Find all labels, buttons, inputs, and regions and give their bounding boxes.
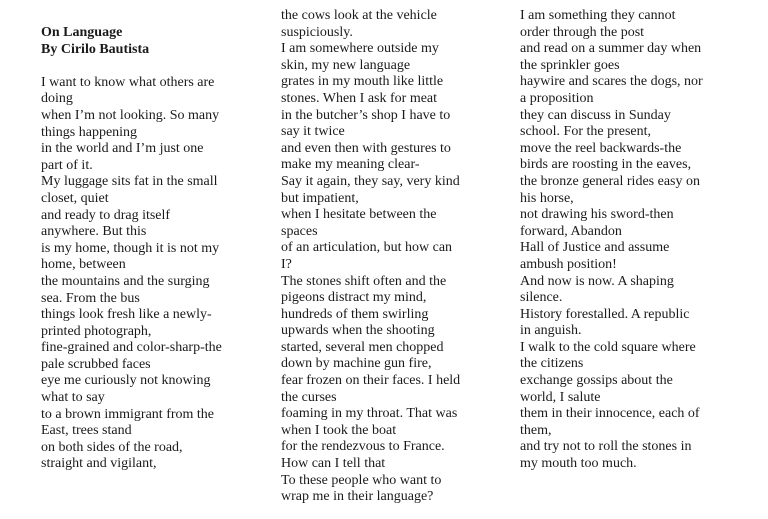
poem-column-1 bbox=[41, 25, 261, 473]
poem-line: foaming in my throat. That was bbox=[281, 406, 458, 422]
poem-line: say it twice bbox=[281, 124, 345, 140]
poem-line: pale scrubbed faces bbox=[41, 356, 151, 372]
poem-line: the citizens bbox=[520, 356, 584, 372]
poem-line: eye me curiously not knowing bbox=[41, 373, 211, 389]
poem-line: History forestalled. A republic bbox=[520, 306, 690, 322]
poem-line: the mountains and the surging bbox=[41, 273, 210, 289]
poem-line: and read on a summer day when bbox=[520, 41, 702, 57]
poem-line: fear frozen on their faces. I held bbox=[281, 373, 461, 389]
poem-line: I am something they cannot bbox=[520, 8, 676, 23]
poem-line: but impatient, bbox=[281, 190, 359, 206]
poem-line: How can I tell that bbox=[281, 456, 386, 472]
poem-line: the curses bbox=[281, 389, 337, 405]
poem-line: order through the post bbox=[520, 24, 645, 40]
column-3-lines bbox=[520, 8, 750, 473]
poem-line: suspiciously. bbox=[281, 24, 353, 40]
poem-line: closet, quiet bbox=[41, 190, 109, 206]
poem-line: make my meaning clear- bbox=[281, 157, 420, 173]
poem-line: spaces bbox=[281, 223, 318, 239]
poem-line: haywire and scares the dogs, nor bbox=[520, 74, 703, 90]
poem-line: stones. When I ask for meat bbox=[281, 90, 438, 106]
poem-line: and even then with gestures to bbox=[281, 140, 451, 156]
poem-line: straight and vigilant, bbox=[41, 456, 157, 472]
poem-line: not drawing his sword-then bbox=[520, 207, 674, 223]
poem-line: in the world and I’m just one bbox=[41, 141, 204, 157]
poem-line: in the butcher’s shop I have to bbox=[281, 107, 451, 123]
poem-line: I? bbox=[281, 256, 292, 272]
poem-line: move the reel backwards-the bbox=[520, 140, 682, 156]
poem-line: The stones shift often and the bbox=[281, 273, 447, 289]
poem-line: pigeons distract my mind, bbox=[281, 290, 427, 306]
poem-line: of an articulation, but how can bbox=[281, 240, 453, 256]
poem-line: when I hesitate between the bbox=[281, 207, 437, 223]
poem-line: things happening bbox=[41, 124, 138, 140]
poem-line: Say it again, they say, very kind bbox=[281, 173, 460, 189]
poem-line: the bronze general rides easy on bbox=[520, 173, 700, 189]
poem-line: upwards when the shooting bbox=[281, 323, 435, 339]
poem-line: To these people who want to bbox=[281, 472, 442, 488]
poem-line: the sprinkler goes bbox=[520, 57, 620, 73]
poem-line: part of it. bbox=[41, 157, 93, 173]
poem-line: when I took the boat bbox=[281, 422, 397, 438]
poem-column-2 bbox=[281, 8, 511, 506]
poem-line: printed photograph, bbox=[41, 323, 152, 339]
poem-line: anywhere. But this bbox=[41, 224, 147, 240]
poem-line: I walk to the cold square where bbox=[520, 339, 696, 355]
poem-title: On Language bbox=[41, 25, 123, 40]
poem-line: for the rendezvous to France. bbox=[281, 439, 445, 455]
poem-line: the cows look at the vehicle bbox=[281, 8, 437, 23]
poem-line: I want to know what others are bbox=[41, 74, 215, 90]
poem-line: hundreds of them swirling bbox=[281, 306, 429, 322]
poem-line: skin, my new language bbox=[281, 57, 411, 73]
poem-line: sea. From the bus bbox=[41, 290, 140, 306]
poem-line: and ready to drag itself bbox=[41, 207, 171, 223]
poem-column-3 bbox=[520, 8, 750, 473]
poem-line: them, bbox=[520, 422, 552, 438]
poem-line: them in their innocence, each of bbox=[520, 406, 700, 422]
stanza-gap bbox=[41, 58, 261, 75]
poem-line: home, between bbox=[41, 257, 126, 273]
poem-line: Hall of Justice and assume bbox=[520, 240, 670, 256]
poem-line: and try not to roll the stones in bbox=[520, 439, 692, 455]
column-2-lines bbox=[281, 8, 511, 506]
column-1-lines bbox=[41, 75, 261, 473]
poem-line: doing bbox=[41, 91, 73, 107]
poem-line: things look fresh like a newly- bbox=[41, 307, 212, 323]
poem-line: exchange gossips about the bbox=[520, 373, 673, 389]
poem-line: his horse, bbox=[520, 190, 574, 206]
poem-line: to a brown immigrant from the bbox=[41, 406, 215, 422]
poem-line: they can discuss in Sunday bbox=[520, 107, 671, 123]
poem-line: fine-grained and color-sharp-the bbox=[41, 340, 222, 356]
poem-line: in anguish. bbox=[520, 323, 582, 339]
poem-line: forward, Abandon bbox=[520, 223, 622, 239]
poem-line: school. For the present, bbox=[520, 124, 652, 140]
poem-line: I am somewhere outside my bbox=[281, 41, 439, 57]
poem-line: started, several men chopped bbox=[281, 339, 444, 355]
poem-line: what to say bbox=[41, 390, 105, 406]
poem-line: birds are roosting in the eaves, bbox=[520, 157, 692, 173]
poem-line: grates in my mouth like little bbox=[281, 74, 444, 90]
poem-line: down by machine gun fire, bbox=[281, 356, 432, 372]
poem-line: is my home, though it is not my bbox=[41, 240, 220, 256]
poem-line: silence. bbox=[520, 290, 563, 306]
poem-line: wrap me in their language? bbox=[281, 489, 434, 505]
poem-line: My luggage sits fat in the small bbox=[41, 174, 218, 190]
poem-line: when I’m not looking. So many bbox=[41, 107, 220, 123]
poem-line: world, I salute bbox=[520, 389, 601, 405]
poem-line: East, trees stand bbox=[41, 423, 132, 439]
poem-line: my mouth too much. bbox=[520, 456, 637, 472]
poem-line: a proposition bbox=[520, 90, 594, 106]
poem-line: And now is now. A shaping bbox=[520, 273, 674, 289]
poem-line: on both sides of the road, bbox=[41, 439, 183, 455]
poem-author: By Cirilo Bautista bbox=[41, 41, 150, 57]
poem-line: ambush position! bbox=[520, 256, 617, 272]
